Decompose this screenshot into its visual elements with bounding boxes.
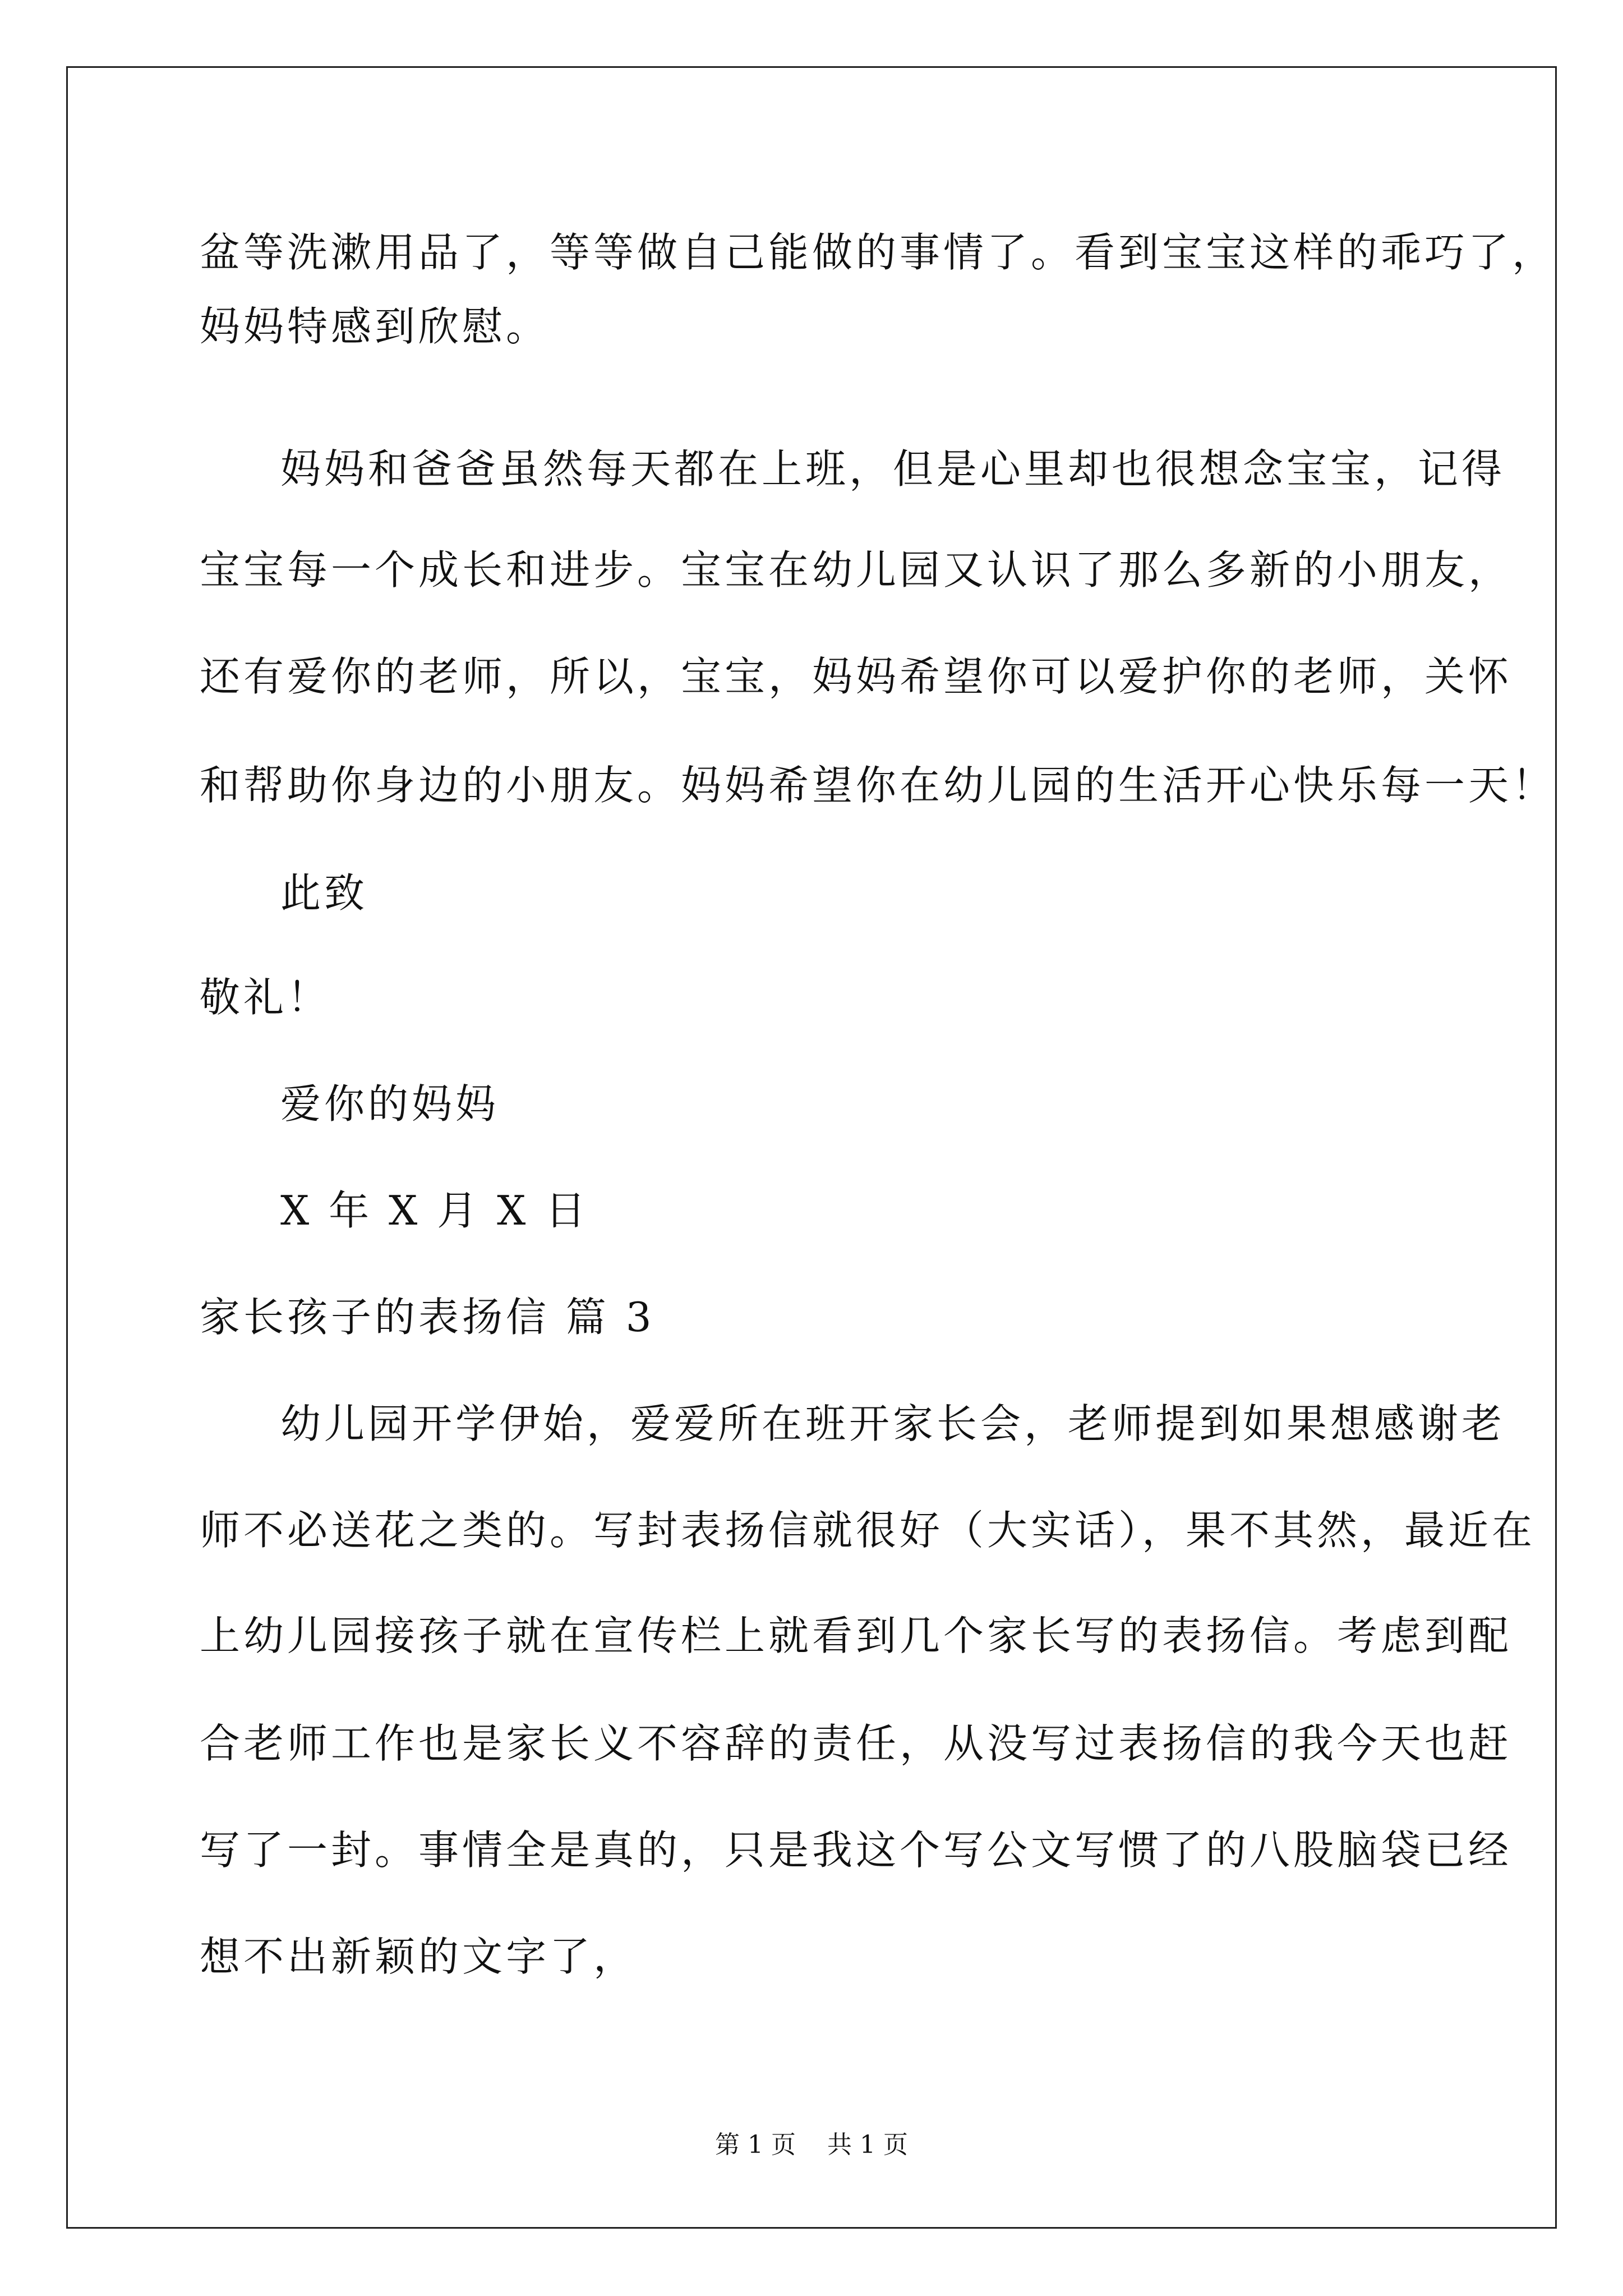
text-line: 妈妈和爸爸虽然每天都在上班，但是心里却也很想念宝宝，记得 bbox=[280, 445, 1506, 493]
text-line: 幼儿园开学伊始，爱爱所在班开家长会，老师提到如果想感谢老 bbox=[280, 1400, 1506, 1447]
text-line: 上幼儿园接孩子就在宣传栏上就看到几个家长写的表扬信。考虑到配 bbox=[200, 1612, 1513, 1659]
closing-salutation: 此致 bbox=[280, 869, 368, 917]
signature: 爱你的妈妈 bbox=[280, 1080, 500, 1128]
closing-regards: 敬礼！ bbox=[200, 974, 331, 1021]
page-total: 共 1 页 bbox=[827, 2131, 908, 2159]
text-line: 妈妈特感到欣慰。 bbox=[200, 303, 550, 350]
section-heading: 家长孩子的表扬信 篇 3 bbox=[200, 1294, 655, 1341]
text-line: 师不必送花之类的。写封表扬信就很好（大实话），果不其然，最近在 bbox=[200, 1507, 1536, 1554]
text-line: 宝宝每一个成长和进步。宝宝在幼儿园又认识了那么多新的小朋友， bbox=[200, 546, 1513, 593]
date-line: X 年 X 月 X 日 bbox=[280, 1187, 589, 1234]
page-number: 第 1 页 bbox=[715, 2131, 796, 2159]
text-line: 合老师工作也是家长义不容辞的责任，从没写过表扬信的我今天也赶 bbox=[200, 1720, 1513, 1767]
text-line: 还有爱你的老师，所以，宝宝，妈妈希望你可以爱护你的老师，关怀 bbox=[200, 653, 1513, 700]
text-line: 想不出新颖的文字了， bbox=[200, 1933, 638, 1980]
text-line: 和帮助你身边的小朋友。妈妈希望你在幼儿园的生活开心快乐每一天！ bbox=[200, 762, 1556, 809]
text-line: 写了一封。事情全是真的，只是我这个写公文写惯了的八股脑袋已经 bbox=[200, 1826, 1513, 1874]
text-line: 盆等洗漱用品了，等等做自己能做的事情了。看到宝宝这样的乖巧了， bbox=[200, 229, 1556, 276]
page-border bbox=[66, 66, 1557, 2229]
page-footer bbox=[0, 2133, 1623, 2157]
